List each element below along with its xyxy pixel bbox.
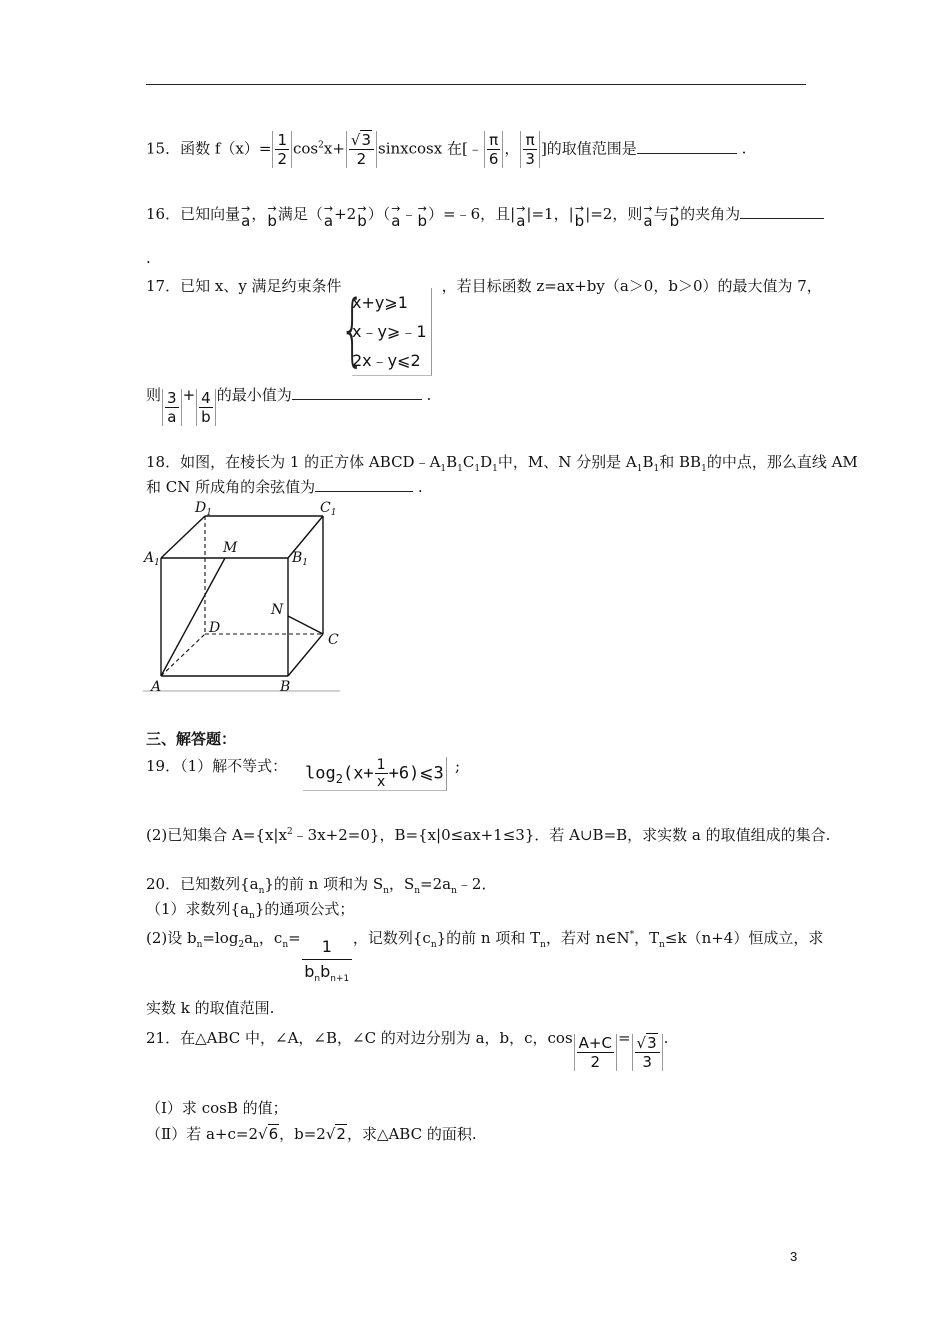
question-20-line3: (2)设 $b_n=\log_2a_n$，$c_n=$ $\frac{1}{b_nb_{n+1}}$ ，记数列$\{c_n\}$的前 n 项和 $T_n$，若对 n∈N*，$T_n\le k(n+4)$恒成立，求 [146, 929, 824, 985]
label-D1: $D_1$ [195, 500, 212, 518]
page-number: 3 [790, 1249, 798, 1264]
answer-blank-18[interactable] [315, 477, 413, 492]
label-C1: $C_1$ [320, 500, 337, 518]
question-19-semicolon: ; [455, 757, 461, 775]
label-N: N [271, 602, 284, 618]
label-A: A [151, 679, 162, 695]
label-C: C [328, 632, 339, 648]
section-heading: 三、解答题： [146, 730, 237, 748]
answer-blank-15[interactable] [637, 139, 737, 154]
question-19-line2: (2)已知集合 $A=\{x|x^2﹣3x+2=0\}$，B={x|0≤ax+1≤3}．若 A∪B=B，求实数 a 的取值组成的集合. [146, 826, 831, 844]
label-A1: $A_1$ [144, 550, 160, 568]
label-B1: $B_1$ [292, 550, 309, 568]
question-20-line4: 实数 k 的取值范围. [146, 999, 275, 1017]
question-17-line2: 则 $\frac{3}{a}$ + $\frac{4}{b}$ 的最小值为 . [146, 386, 432, 426]
answer-blank-17[interactable] [292, 385, 422, 400]
question-21-line3: （Ⅱ）若 a+c=2√6，b=2√2，求△ABC 的面积. [146, 1125, 477, 1143]
question-20-line2: （1）求数列$\{a_n\}$的通项公式； [146, 900, 355, 921]
question-16-dot: . [146, 249, 151, 267]
question-18-line1: 18．如图，在棱长为 1 的正方体 $ABCD﹣A_1B_1C_1D_1$中，M、N 分别是 $A_1B_1$和 $BB_1$的中点，那么直线 AM [146, 453, 858, 474]
label-B: B [280, 679, 291, 695]
header-rule [146, 84, 806, 85]
question-20-line1: 20．已知数列$\{a_n\}$的前 n 项和为 $S_n$，$S_n=2a_n﹣2$． [146, 875, 497, 896]
label-D: D [209, 620, 221, 636]
label-M: M [223, 540, 238, 556]
question-19-line1: 19．（1）解不等式： [146, 757, 288, 775]
question-17: 17．已知 x、y 满足约束条件 ，若目标函数 z=ax+by（a＞0，b＞0）的最大值为 7， [146, 277, 822, 295]
question-21-line2: （Ⅰ）求 cosB 的值； [146, 1099, 288, 1117]
log-inequality: $\log_2(x+$ $\frac{1}{x}$ +6)⩽3 [303, 757, 447, 791]
cube-figure [143, 498, 348, 698]
question-21-line1: 21．在△ABC 中，∠A，∠B，∠C 的对边分别为 a，b，c，cos $\frac{A+C}{2}$ = $\frac{√3}{3}$ . [146, 1029, 669, 1071]
constraint-system: { x+y⩾1 x﹣y⩾﹣1 2x﹣y⩽2 [340, 288, 432, 376]
answer-blank-16[interactable] [740, 204, 824, 219]
question-18-line2: 和 CN 所成角的余弦值为 . [146, 478, 423, 496]
question-15: 15．函数 f（x）= $\frac{1}{2}$ $\cos^2x+$ $\frac{√3}{2}$ sinxcosx 在[﹣ $\frac{\pi}{6}$ ， $\frac{\pi}{3}$ ]的取值范围是 . [146, 131, 747, 168]
question-16: 16．已知向量 → a ， → b 满足（ → a +2 → b ）（ → a ﹣ → b ）=﹣6，且| → a |=1，| → b |=2，则 → a 与 → b 的夹角为 [146, 203, 824, 227]
